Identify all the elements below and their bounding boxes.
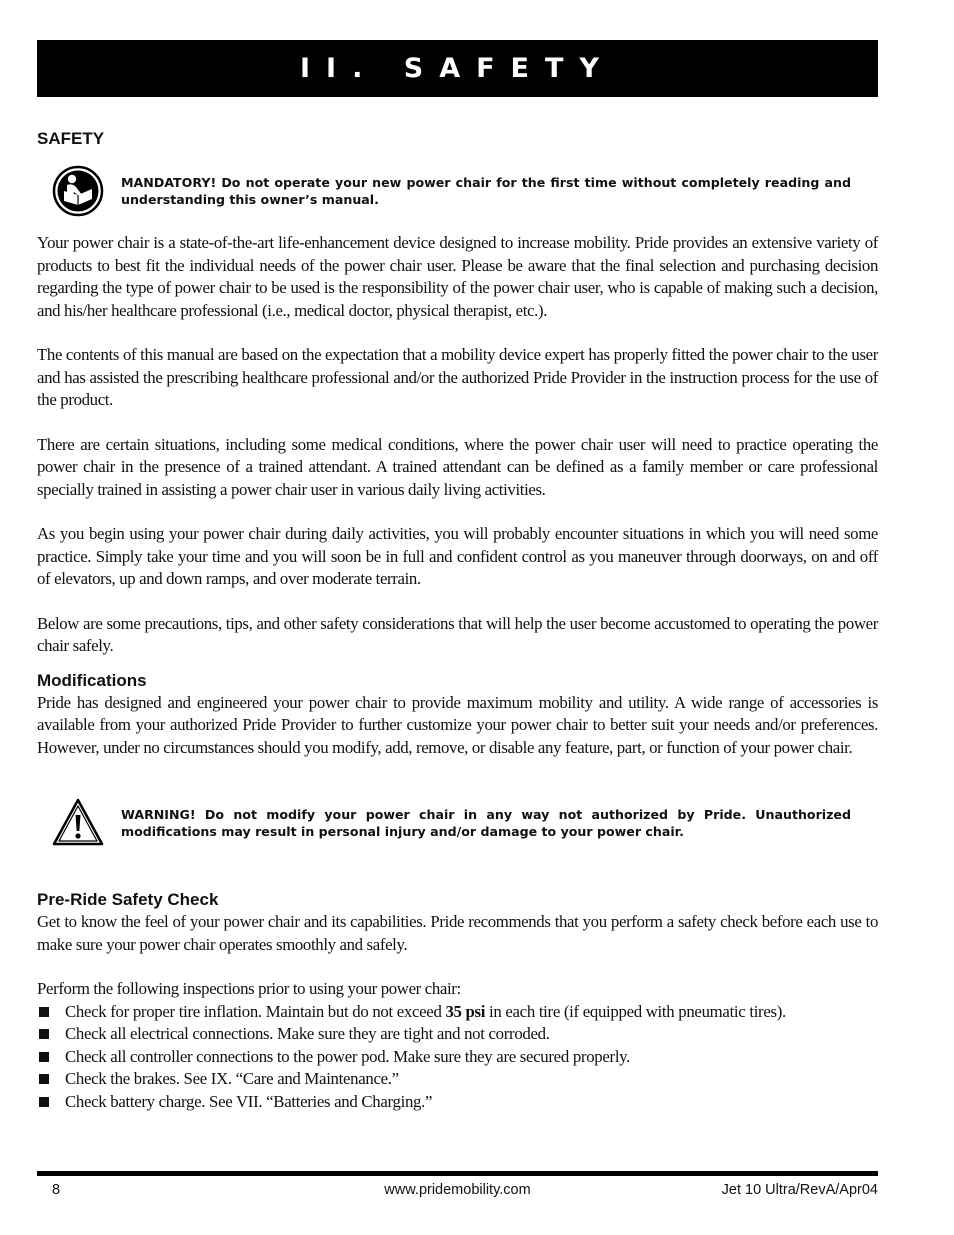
- safety-paragraph-4: As you begin using your power chair during daily activities, you will probably encounter situations in which you will need some practice. Simply take your time and you will soon be in full and confident control as you maneuver through doorways, on and off of elevators, up and down ramps, and over moderate terrain.: [37, 524, 878, 588]
- safety-paragraph-1: Your power chair is a state-of-the-art life-enhancement device designed to increase mobility. Pride provides an extensive variety of products to best fit the individual needs of the power chair user. Please be aware that the final selection and purchasing decision regarding the type of power chair to be used is the responsibility of the power chair user, who is capable of making such a decision, and his/her healthcare professional (i.e., medical doctor, physical therapist, etc.).: [37, 233, 878, 320]
- list-item-text: Check for proper tire inflation. Maintain but do not exceed 35 psi in each tire (if equipped with pneumatic tires).: [65, 1001, 786, 1021]
- modifications-paragraph: Pride has designed and engineered your power chair to provide maximum mobility and utility. A wide range of accessories is available from your authorized Pride Provider to further customize your power chair to better suit your needs and/or preferences. However, under no circumstances should you modify, add, remove, or disable any feature, part, or function of your power chair.: [37, 692, 878, 757]
- list-item: [37, 1001, 878, 1024]
- footer-rule: [37, 1171, 878, 1176]
- footer-website: www.pridemobility.com: [384, 1182, 531, 1198]
- list-item: [37, 1068, 878, 1091]
- section-title: II. SAFETY: [300, 53, 615, 84]
- list-item-text: Check all electrical connections. Make sure they are tight and not corroded.: [65, 1024, 550, 1043]
- safety-paragraph-2: The contents of this manual are based on the expectation that a mobility device expert has properly fitted the power chair to the user and has assisted the prescribing healthcare professional and/or the authorized Pride Provider in the instruction process for the use of the product.: [37, 345, 878, 409]
- list-item-text: Check all controller connections to the power pod. Make sure they are secured properly.: [65, 1046, 631, 1066]
- preride-intro: Perform the following inspections prior to using your power chair:: [37, 979, 461, 998]
- square-bullet-icon: [39, 1074, 49, 1084]
- warning-notice: [37, 797, 878, 849]
- square-bullet-icon: [39, 1097, 49, 1107]
- modifications-heading: Modifications: [37, 670, 147, 690]
- warning-triangle-icon: [52, 797, 104, 849]
- list-item: [37, 1091, 878, 1114]
- list-item: [37, 1023, 878, 1046]
- inspection-list: [37, 1001, 878, 1114]
- section-banner: [37, 40, 878, 97]
- square-bullet-icon: [39, 1007, 49, 1017]
- safety-paragraph-3: There are certain situations, including some medical conditions, where the power chair user will need to practice operating the power chair in the presence of a trained attendant. A trained attendant can be defined as a family member or care professional specially trained in assisting a power chair user in various daily living activities.: [37, 434, 878, 499]
- safety-heading: SAFETY: [37, 129, 105, 148]
- page-number: 8: [52, 1182, 61, 1198]
- mandatory-notice-text: MANDATORY! Do not operate your new power chair for the first time without completely reading and understanding this owner’s manual.: [121, 175, 851, 207]
- mandatory-notice: [37, 165, 878, 217]
- square-bullet-icon: [39, 1052, 49, 1062]
- read-manual-icon: [52, 165, 104, 217]
- document-id: Jet 10 Ultra/RevA/Apr04: [721, 1182, 878, 1198]
- warning-notice-text: WARNING! Do not modify your power chair in any way not authorized by Pride. Unauthorized modifications may result in personal injury and/or damage to your power chair.: [121, 807, 851, 839]
- list-item-text: Check the brakes. See IX. “Care and Maintenance.”: [65, 1069, 399, 1088]
- safety-paragraph-5: Below are some precautions, tips, and other safety considerations that will help the user become accustomed to operating the power chair safely.: [37, 613, 878, 655]
- list-item-text: Check battery charge. See VII. “Batteries and Charging.”: [65, 1091, 433, 1111]
- list-item: [37, 1046, 878, 1069]
- page-content: [37, 128, 878, 1113]
- preride-paragraph: Get to know the feel of your power chair and its capabilities. Pride recommends that you perform a safety check before each use to make sure your power chair operates smoothly and safely.: [37, 912, 878, 954]
- preride-heading: Pre-Ride Safety Check: [37, 890, 219, 909]
- square-bullet-icon: [39, 1029, 49, 1039]
- page-footer: [37, 1182, 878, 1202]
